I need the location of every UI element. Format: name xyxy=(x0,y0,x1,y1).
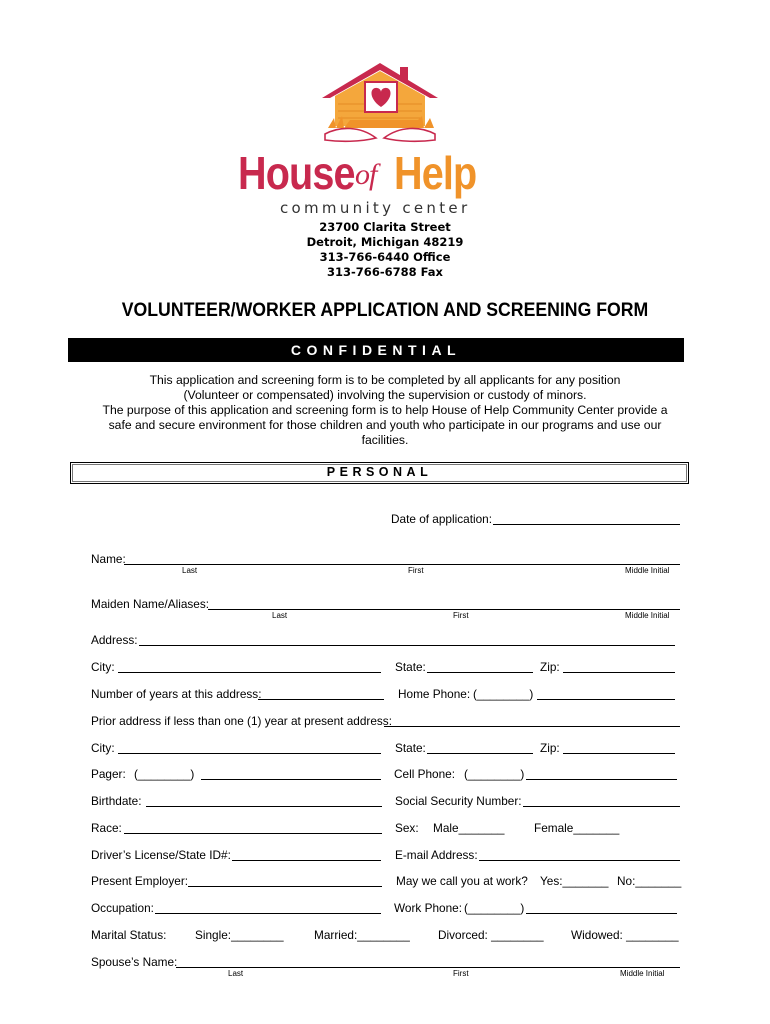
logo-tagline: community center xyxy=(280,199,471,217)
prior-address-field[interactable] xyxy=(384,726,680,727)
spouse-middle-caption: Middle Initial xyxy=(620,969,665,978)
city-field[interactable] xyxy=(118,672,381,673)
marital-married-option[interactable]: Married:________ xyxy=(314,928,410,942)
name-last-caption: Last xyxy=(182,566,198,575)
cell-phone-field[interactable] xyxy=(526,779,677,780)
marital-single-option[interactable]: Single:________ xyxy=(195,928,284,942)
present-employer-label: Present Employer: xyxy=(91,874,189,888)
birthdate-label: Birthdate: xyxy=(91,794,142,808)
drivers-license-label: Driver’s License/State ID#: xyxy=(91,848,231,862)
confidential-label: CONFIDENTIAL xyxy=(290,342,462,358)
prior-address-label: Prior address if less than one (1) year at present address: xyxy=(91,714,392,728)
cell-phone-area-code[interactable]: (________) xyxy=(464,767,525,781)
zip-field[interactable] xyxy=(563,672,675,673)
logo-wordmark xyxy=(238,146,477,200)
birthdate-field[interactable] xyxy=(146,806,382,807)
work-phone-field[interactable] xyxy=(526,913,677,914)
maiden-last-caption: Last xyxy=(272,611,288,620)
cell-phone-label: Cell Phone: xyxy=(394,767,455,781)
spouse-last-caption: Last xyxy=(228,969,244,978)
years-at-address-label: Number of years at this address: xyxy=(91,687,262,701)
ssn-field[interactable] xyxy=(523,806,680,807)
may-call-yes-option[interactable]: Yes:_______ xyxy=(540,874,609,888)
sex-male-option[interactable]: Male_______ xyxy=(433,821,505,835)
address-fax: 313-766-6788 Fax xyxy=(327,265,443,279)
prior-city-field[interactable] xyxy=(118,753,381,754)
occupation-field[interactable] xyxy=(155,913,381,914)
state-field[interactable] xyxy=(427,672,533,673)
prior-zip-field[interactable] xyxy=(563,753,675,754)
prior-city-label: City: xyxy=(91,741,115,755)
intro-line: This application and screening form is to be completed by all applicants for any position xyxy=(149,373,621,387)
spouse-name-field[interactable] xyxy=(176,967,680,968)
state-label: State: xyxy=(395,660,426,674)
intro-paragraph xyxy=(0,373,770,448)
logo-word-help: Help xyxy=(394,147,477,199)
pager-label: Pager: xyxy=(91,767,126,781)
logo-word-of: of xyxy=(355,158,377,191)
confidential-banner xyxy=(68,338,684,362)
may-call-no-option[interactable]: No:_______ xyxy=(617,874,682,888)
race-label: Race: xyxy=(91,821,122,835)
maiden-name-field[interactable] xyxy=(208,609,680,610)
sex-label: Sex: xyxy=(395,821,419,835)
zip-label: Zip: xyxy=(540,660,560,674)
date-of-application-label: Date of application: xyxy=(391,512,492,526)
address-label: Address: xyxy=(91,633,138,647)
prior-state-label: State: xyxy=(395,741,426,755)
pager-field[interactable] xyxy=(201,779,381,780)
address-street: 23700 Clarita Street xyxy=(319,220,451,234)
intro-line: (Volunteer or compensated) involving the supervision or custody of minors. xyxy=(183,388,587,402)
maiden-first-caption: First xyxy=(453,611,469,620)
address-city: Detroit, Michigan 48219 xyxy=(306,235,464,249)
intro-line: facilities. xyxy=(361,433,409,447)
form-title: VOLUNTEER/WORKER APPLICATION AND SCREENING FORM xyxy=(121,300,649,321)
name-middle-caption: Middle Initial xyxy=(625,566,670,575)
marital-widowed-option[interactable]: Widowed: ________ xyxy=(571,928,679,942)
drivers-license-field[interactable] xyxy=(232,860,381,861)
date-of-application-field[interactable] xyxy=(493,524,680,525)
occupation-label: Occupation: xyxy=(91,901,154,915)
marital-status-label: Marital Status: xyxy=(91,928,167,942)
name-first-caption: First xyxy=(408,566,424,575)
address-office-phone: 313-766-6440 Office xyxy=(319,250,451,264)
present-employer-field[interactable] xyxy=(188,886,382,887)
maiden-name-label: Maiden Name/Aliases: xyxy=(91,597,210,611)
name-field[interactable] xyxy=(124,564,680,565)
email-label: E-mail Address: xyxy=(395,848,478,862)
work-phone-label: Work Phone: xyxy=(394,901,462,915)
ssn-label: Social Security Number: xyxy=(395,794,522,808)
prior-state-field[interactable] xyxy=(427,753,533,754)
may-call-label: May we call you at work? xyxy=(396,874,528,888)
personal-section-label: PERSONAL xyxy=(326,465,433,479)
house-of-help-logo xyxy=(230,60,540,220)
intro-line: The purpose of this application and screening form is to help House of Help Community Center provide a xyxy=(102,403,668,417)
years-at-address-field[interactable] xyxy=(258,699,384,700)
logo-word-house: House xyxy=(238,147,355,199)
intro-line: safe and secure environment for those children and youth who participate in our programs and use our xyxy=(108,418,662,432)
personal-section-header xyxy=(70,462,689,484)
house-heart-icon xyxy=(230,60,540,150)
home-phone-label: Home Phone: xyxy=(398,687,471,701)
maiden-middle-caption: Middle Initial xyxy=(625,611,670,620)
spouse-name-label: Spouse’s Name: xyxy=(91,955,178,969)
spouse-first-caption: First xyxy=(453,969,469,978)
home-phone-field[interactable] xyxy=(537,699,675,700)
race-field[interactable] xyxy=(124,833,382,834)
sex-female-option[interactable]: Female_______ xyxy=(534,821,620,835)
prior-zip-label: Zip: xyxy=(540,741,560,755)
address-field[interactable] xyxy=(139,645,675,646)
marital-divorced-option[interactable]: Divorced: ________ xyxy=(438,928,544,942)
pager-area-code[interactable]: (________) xyxy=(134,767,195,781)
organization-address xyxy=(0,220,770,280)
work-phone-area-code[interactable]: (________) xyxy=(464,901,525,915)
city-label: City: xyxy=(91,660,115,674)
name-label: Name: xyxy=(91,552,126,566)
email-field[interactable] xyxy=(479,860,680,861)
home-phone-area-code[interactable]: (________) xyxy=(473,687,534,701)
